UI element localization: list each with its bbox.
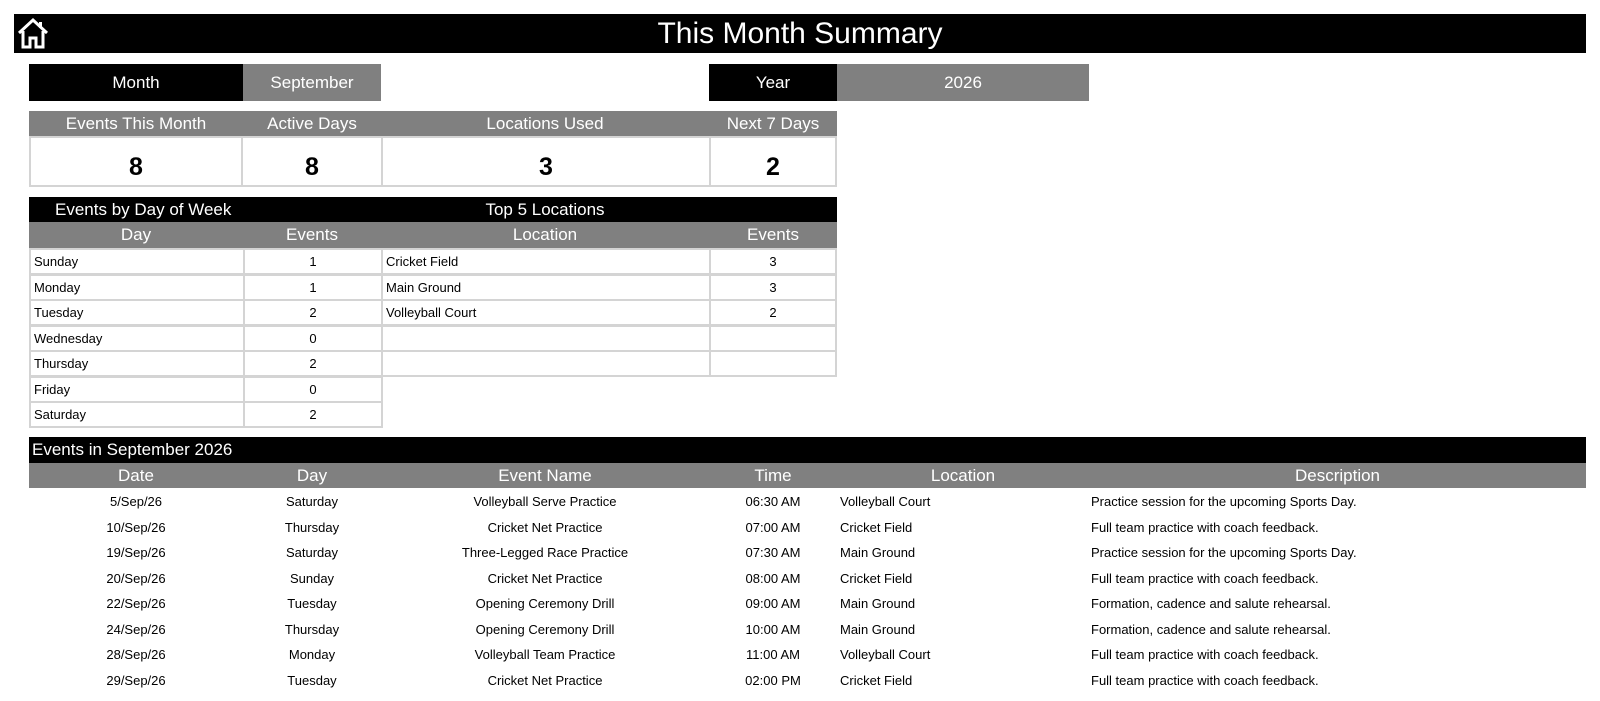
event-location: Cricket Field xyxy=(840,570,913,586)
kpi-label-next-7-days: Next 7 Days xyxy=(726,113,820,133)
location-row-name xyxy=(381,350,711,377)
event-day: Monday xyxy=(288,647,336,662)
event-time: 11:00 AM xyxy=(746,647,800,662)
by-day-row-events: 1 xyxy=(243,274,383,301)
event-day: Tuesday xyxy=(287,672,337,688)
event-day: Tuesday xyxy=(287,596,337,611)
event-location: Volleyball Court xyxy=(840,494,931,509)
title-bar xyxy=(14,14,1586,53)
kpi-label-locations-used: Locations Used xyxy=(486,113,604,133)
location-row-name xyxy=(381,325,711,352)
col-header-day-events: Events xyxy=(286,225,338,244)
event-name: Three-Legged Race Practice xyxy=(461,545,629,560)
by-day-row-day: Tuesday xyxy=(29,299,245,326)
event-date: 28/Sep/26 xyxy=(106,647,166,662)
event-name: Opening Ceremony Drill xyxy=(475,596,615,611)
kpi-value-active-days: 8 xyxy=(241,136,383,187)
event-date: 22/Sep/26 xyxy=(106,596,166,611)
event-description: Full team practice with coach feedback. xyxy=(1091,570,1319,586)
event-description: Formation, cadence and salute rehearsal. xyxy=(1091,596,1331,611)
by-day-row-events: 2 xyxy=(243,401,383,428)
home-button[interactable] xyxy=(16,16,50,50)
events-col-description: Description xyxy=(1294,465,1381,485)
col-header-location: Location xyxy=(512,225,578,244)
events-col-date: Date xyxy=(118,465,154,485)
location-row-events xyxy=(709,350,837,377)
event-name: Cricket Net Practice xyxy=(487,672,603,688)
event-name: Opening Ceremony Drill xyxy=(475,621,615,637)
event-description: Full team practice with coach feedback. xyxy=(1091,647,1319,662)
event-time: 07:00 AM xyxy=(745,519,801,535)
event-date: 5/Sep/26 xyxy=(109,494,163,509)
event-time: 06:30 AM xyxy=(745,494,801,509)
event-day: Thursday xyxy=(284,621,340,637)
event-time: 08:00 AM xyxy=(745,570,801,586)
by-day-row-day: Sunday xyxy=(29,248,245,275)
event-day: Saturday xyxy=(285,545,339,560)
location-row-events: 3 xyxy=(709,274,837,301)
col-header-location-events: Events xyxy=(747,225,799,244)
kpi-value-locations-used: 3 xyxy=(381,136,711,187)
col-header-day: Day xyxy=(120,225,152,244)
top-locations-title: Top 5 Locations xyxy=(485,199,605,219)
event-time: 09:00 AM xyxy=(745,596,801,611)
year-label: Year xyxy=(709,64,837,101)
event-time: 07:30 AM xyxy=(745,545,801,560)
event-description: Formation, cadence and salute rehearsal. xyxy=(1091,621,1331,637)
by-day-row-day: Friday xyxy=(29,376,245,403)
location-row-events xyxy=(709,325,837,352)
event-name: Cricket Net Practice xyxy=(487,570,603,586)
events-col-location: Location xyxy=(930,465,996,485)
location-row-name: Main Ground xyxy=(381,274,711,301)
event-date: 24/Sep/26 xyxy=(106,621,166,637)
event-description: Full team practice with coach feedback. xyxy=(1091,672,1319,688)
event-location: Volleyball Court xyxy=(840,647,931,662)
event-location: Cricket Field xyxy=(840,519,913,535)
location-row-events: 2 xyxy=(709,299,837,326)
by-day-row-day: Saturday xyxy=(29,401,245,428)
kpi-value-next-7-days: 2 xyxy=(709,136,837,187)
by-day-title: Events by Day of Week xyxy=(55,199,232,219)
event-name: Volleyball Serve Practice xyxy=(473,494,617,509)
location-row-name: Volleyball Court xyxy=(381,299,711,326)
by-day-row-day: Monday xyxy=(29,274,245,301)
event-date: 10/Sep/26 xyxy=(106,519,166,535)
by-day-row-day: Wednesday xyxy=(29,325,245,352)
event-location: Main Ground xyxy=(840,596,916,611)
by-day-row-events: 2 xyxy=(243,350,383,377)
by-day-row-events: 2 xyxy=(243,299,383,326)
events-col-name: Event Name xyxy=(498,465,592,485)
by-day-row-day: Thursday xyxy=(29,350,245,377)
event-date: 29/Sep/26 xyxy=(106,672,166,688)
events-list-title: Events in September 2026 xyxy=(29,437,1586,463)
by-day-row-events: 1 xyxy=(243,248,383,275)
year-select[interactable]: 2026 xyxy=(837,64,1089,101)
event-time: 02:00 PM xyxy=(745,672,801,688)
kpi-value-events-this-month: 8 xyxy=(29,136,243,187)
event-location: Main Ground xyxy=(840,545,916,560)
event-day: Saturday xyxy=(285,494,339,509)
event-day: Thursday xyxy=(284,519,340,535)
event-name: Volleyball Team Practice xyxy=(474,647,616,662)
page-title: This Month Summary xyxy=(657,16,943,50)
location-row-events: 3 xyxy=(709,248,837,275)
kpi-label-events-this-month: Events This Month xyxy=(65,113,207,133)
event-description: Practice session for the upcoming Sports Day. xyxy=(1091,494,1357,509)
month-select[interactable]: September xyxy=(243,64,381,101)
events-col-day: Day xyxy=(296,465,328,485)
events-col-time: Time xyxy=(754,465,792,485)
event-description: Practice session for the upcoming Sports Day. xyxy=(1091,545,1357,560)
event-name: Cricket Net Practice xyxy=(487,519,603,535)
event-time: 10:00 AM xyxy=(745,621,801,637)
month-label: Month xyxy=(29,64,243,101)
event-location: Main Ground xyxy=(840,621,916,637)
event-description: Full team practice with coach feedback. xyxy=(1091,519,1319,535)
event-day: Sunday xyxy=(289,570,335,586)
event-date: 20/Sep/26 xyxy=(106,570,166,586)
kpi-label-active-days: Active Days xyxy=(267,113,357,133)
location-row-name: Cricket Field xyxy=(381,248,711,275)
by-day-row-events: 0 xyxy=(243,325,383,352)
home-icon xyxy=(16,16,50,50)
by-day-row-events: 0 xyxy=(243,376,383,403)
event-location: Cricket Field xyxy=(840,672,913,688)
event-date: 19/Sep/26 xyxy=(106,545,166,560)
